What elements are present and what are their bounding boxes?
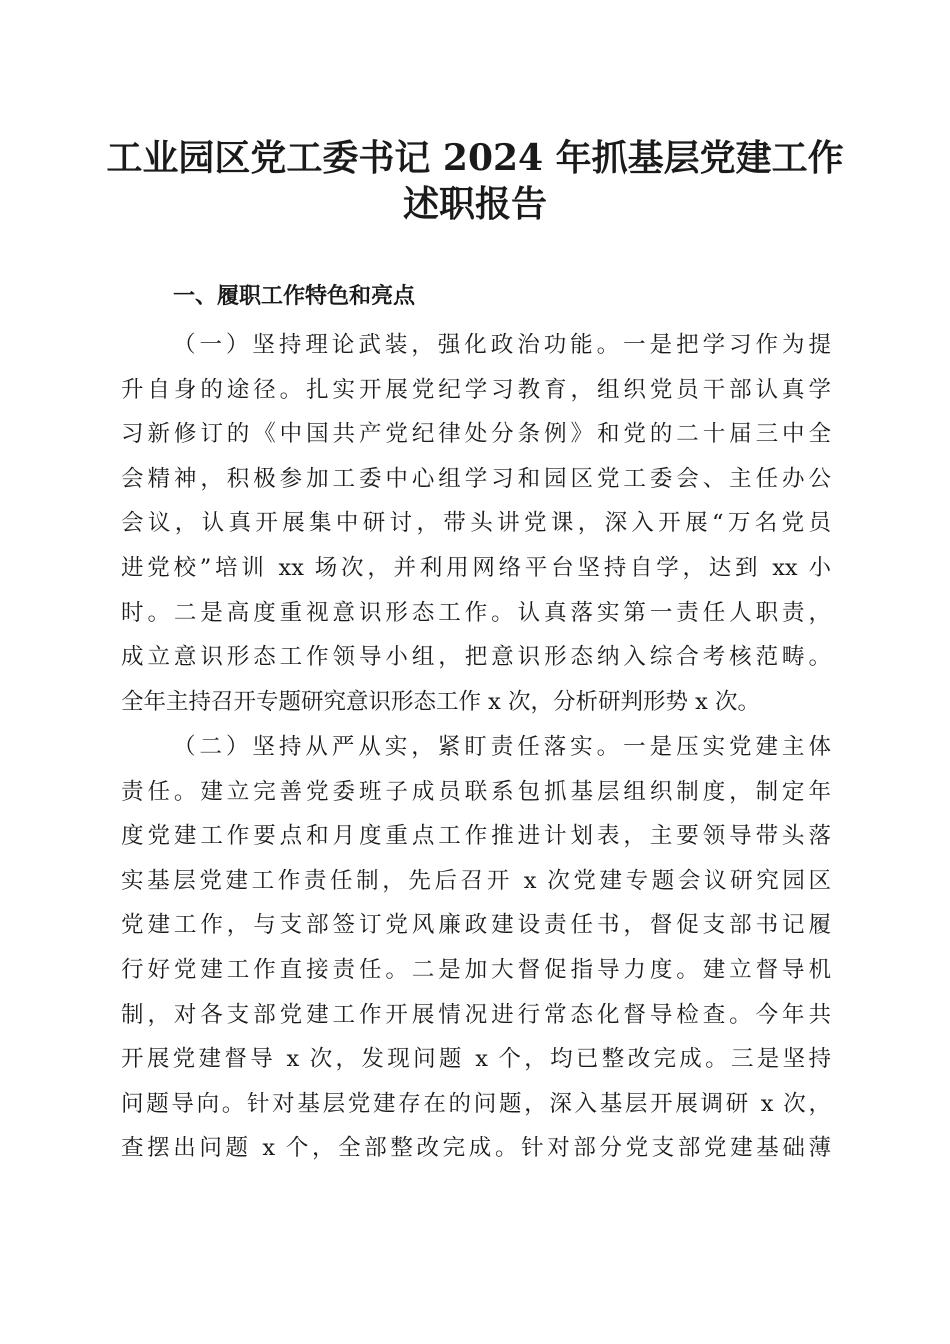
paragraph-line: 进党校”培训 xx 场次，并利用网络平台坚持自学，达到 xx 小 bbox=[121, 554, 831, 581]
paragraph-line: 责任。建立完善党委班子成员联系包抓基层组织制度，制定年 bbox=[121, 778, 831, 805]
paragraph-line: 习新修订的《中国共产党纪律处分条例》和党的二十届三中全 bbox=[121, 421, 831, 448]
paragraph-line: 行好党建工作直接责任。二是加大督促指导力度。建立督导机 bbox=[121, 956, 831, 983]
paragraph-line: （二）坚持从严从实，紧盯责任落实。一是压实党建主体 bbox=[173, 734, 831, 760]
paragraph-line: 成立意识形态工作领导小组，把意识形态纳入综合考核范畴。 bbox=[121, 644, 831, 671]
paragraph-line: 时。二是高度重视意识形态工作。认真落实第一责任人职责， bbox=[121, 599, 831, 626]
paragraph-line: 会议，认真开展集中研讨，带头讲党课，深入开展“万名党员 bbox=[121, 510, 831, 537]
paragraph-line: 实基层党建工作责任制，先后召开 x 次党建专题会议研究园区 bbox=[121, 867, 831, 894]
paragraph-1 bbox=[121, 323, 831, 724]
section-heading: 一、履职工作特色和亮点 bbox=[173, 284, 416, 309]
paragraph-line: 查摆出问题 x 个，全部整改完成。针对部分党支部党建基础薄 bbox=[121, 1135, 831, 1162]
paragraph-line: 全年主持召开专题研究意识形态工作 x 次，分析研判形势 x 次。 bbox=[121, 688, 760, 715]
paragraph-line: 会精神，积极参加工委中心组学习和园区党工委会、主任办公 bbox=[121, 465, 831, 492]
paragraph-line: （一）坚持理论武装，强化政治功能。一是把学习作为提 bbox=[173, 332, 831, 358]
title-line-1: 工业园区党工委书记 2024 年抓基层党建工作 bbox=[106, 137, 844, 179]
paragraph-line: 制，对各支部党建工作开展情况进行常态化督导检查。今年共 bbox=[121, 1001, 831, 1028]
paragraph-2 bbox=[121, 725, 831, 1171]
paragraph-line: 升自身的途径。扎实开展党纪学习教育，组织党员干部认真学 bbox=[121, 376, 831, 403]
document-title bbox=[100, 135, 850, 227]
paragraph-line: 开展党建督导 x 次，发现问题 x 个，均已整改完成。三是坚持 bbox=[121, 1046, 831, 1073]
paragraph-line: 度党建工作要点和月度重点工作推进计划表，主要领导带头落 bbox=[121, 823, 831, 850]
paragraph-line: 党建工作，与支部签订党风廉政建设责任书，督促支部书记履 bbox=[121, 912, 831, 939]
title-line-2: 述职报告 bbox=[402, 183, 547, 225]
paragraph-line: 问题导向。针对基层党建存在的问题，深入基层开展调研 x 次， bbox=[121, 1090, 831, 1117]
